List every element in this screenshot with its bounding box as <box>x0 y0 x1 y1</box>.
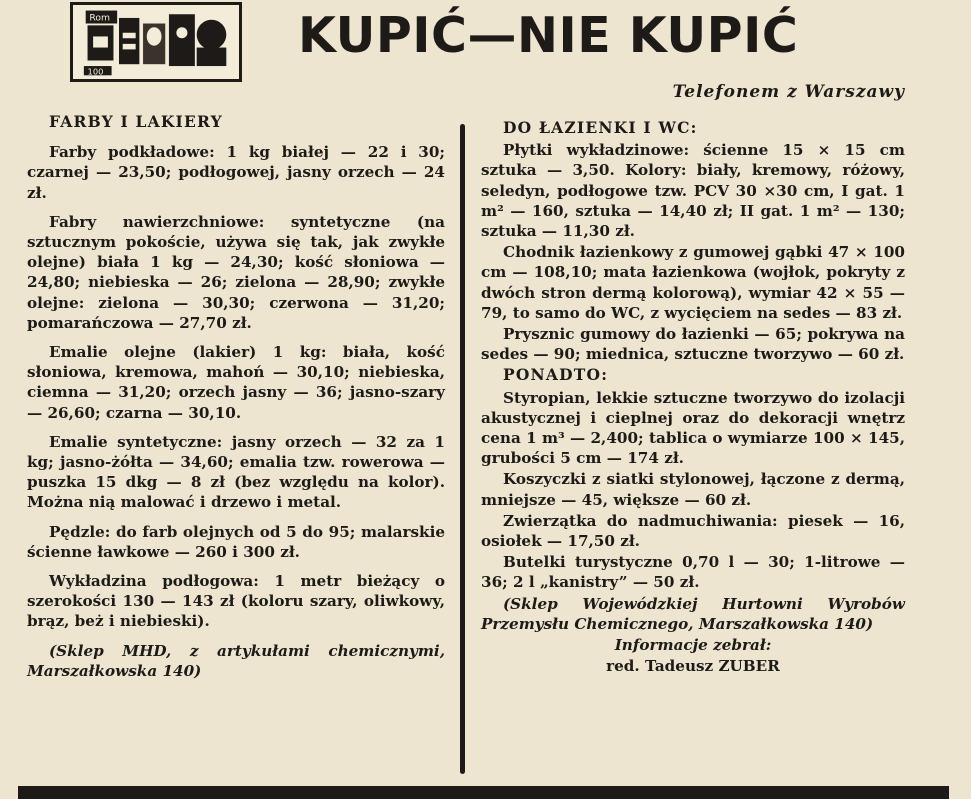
paragraph-shower: Prysznic gumowy do łazienki — 65; pokrywa na sedes — 90; miednica, sztuczne tworzywo — 60 zł. <box>481 325 905 364</box>
paragraph-styrofoam: Styropian, lekkie sztuczne tworzywo do izolacji akustycznej i cieplnej oraz do dekoracji wnętrz cena 1 m³ — 2,400; tablica o wymiarze 100 × 145, grubości 5 cm — 174 zł. <box>481 388 905 468</box>
paragraph-oil-enamels: Emalie olejne (lakier) 1 kg: biała, kość słoniowa, kremowa, mahoń — 30,10; niebieska, ciemna — 31,20; orzech jasny — 36; jasno-szary — 26,60; czarna — 30,10. <box>27 343 445 422</box>
paragraph-brushes: Pędzle: do farb olejnych od 5 do 95; malarskie ścienne ławkowe — 260 i 300 zł. <box>27 522 445 561</box>
source-note-right: (Sklep Wojewódzkiej Hurtowni Wyrobów Przemysłu Chemicznego, Marszałkowska 140) <box>481 594 905 633</box>
paragraph-synthetic-enamels: Emalie syntetyczne: jasny orzech — 32 za 1 kg; jasno-żółta — 34,60; emalia tzw. rowerowa — puszka 15 dkg — 8 zł (bez względu na kolor). Można nią malować i drzewo i metal. <box>27 432 445 512</box>
credit-label: Informacje zebrał: <box>614 636 772 655</box>
paragraph-bottles: Butelki turystyczne 0,70 l — 30; 1-litrowe — 36; 2 l „kanistry” — 50 zł. <box>481 553 905 592</box>
section-heading-bathroom: DO ŁAZIENKI I WC: <box>503 118 698 137</box>
paragraph-inflatables: Zwierzątka do nadmuchiwania: piesek — 16, osiołek — 17,50 zł. <box>481 511 905 551</box>
shopping-logo-icon <box>73 5 239 79</box>
section-heading-paints: FARBY I LAKIERY <box>49 112 223 131</box>
dateline: Telefonem z Warszawy <box>672 82 905 102</box>
paragraph-topcoat-paints: Fabry nawierzchniowe: syntetyczne (na sztucznym pokoście, używa się tak, jak zwykłe olejne) biała 1 kg — 24,30; kość słoniowa — 24,80; niebieska — 26; zielona — 28,90; zwykłe olejne: zielona — 30,30; czerwona — 31,20; pomarańczowa — 27,70 zł. <box>27 212 445 332</box>
logo-badge-bottom: 100 <box>87 66 104 77</box>
paragraph-floor-covering: Wykładzina podłogowa: 1 metr bieżący o szerokości 130 — 143 zł (koloru szary, oliwkowy, brąz, beż i niebieski). <box>27 572 445 631</box>
credit-name: red. Tadeusz ZUBER <box>606 657 780 676</box>
paragraph-primer-paints: Farby podkładowe: 1 kg białej — 22 i 30; czarnej — 23,50; podłogowej, jasny orzech — 24 zł. <box>27 143 445 202</box>
section-heading-also: PONADTO: <box>503 365 609 385</box>
left-column <box>27 112 445 690</box>
paragraph-tiles: Płytki wykładzinowe: ścienne 15 × 15 cm sztuka — 3,50. Kolory: biały, kremowy, różowy, seledyn, podłogowe tzw. PCV 30 ×30 cm, I gat. 1 m² — 160, sztuka — 14,40 zł; II gat. 1 m² — 130; sztuka — 11,30 zł. <box>481 141 905 241</box>
paragraph-baskets: Koszyczki z siatki stylonowej, łączone z dermą, mniejsze — 45, większe — 60 zł. <box>481 470 905 509</box>
section-logo <box>70 2 242 82</box>
column-divider <box>460 124 465 774</box>
source-note-left: (Sklep MHD, z artykułami chemicznymi, Marszałkowska 140) <box>27 641 445 680</box>
paragraph-runner: Chodnik łazienkowy z gumowej gąbki 47 × 100 cm — 108,10; mata łazienkowa (wojłok, pokryty z dwóch stron dermą kolorową), wymiar 42 × 55 — 79, to samo do WC, z wycięciem na sedes — 83 zł. <box>481 243 905 322</box>
logo-badge-top: Rom <box>89 12 111 24</box>
right-column <box>481 118 905 677</box>
page-title: KUPIĆ—NIE KUPIĆ <box>298 7 799 64</box>
bottom-rule <box>18 786 949 799</box>
